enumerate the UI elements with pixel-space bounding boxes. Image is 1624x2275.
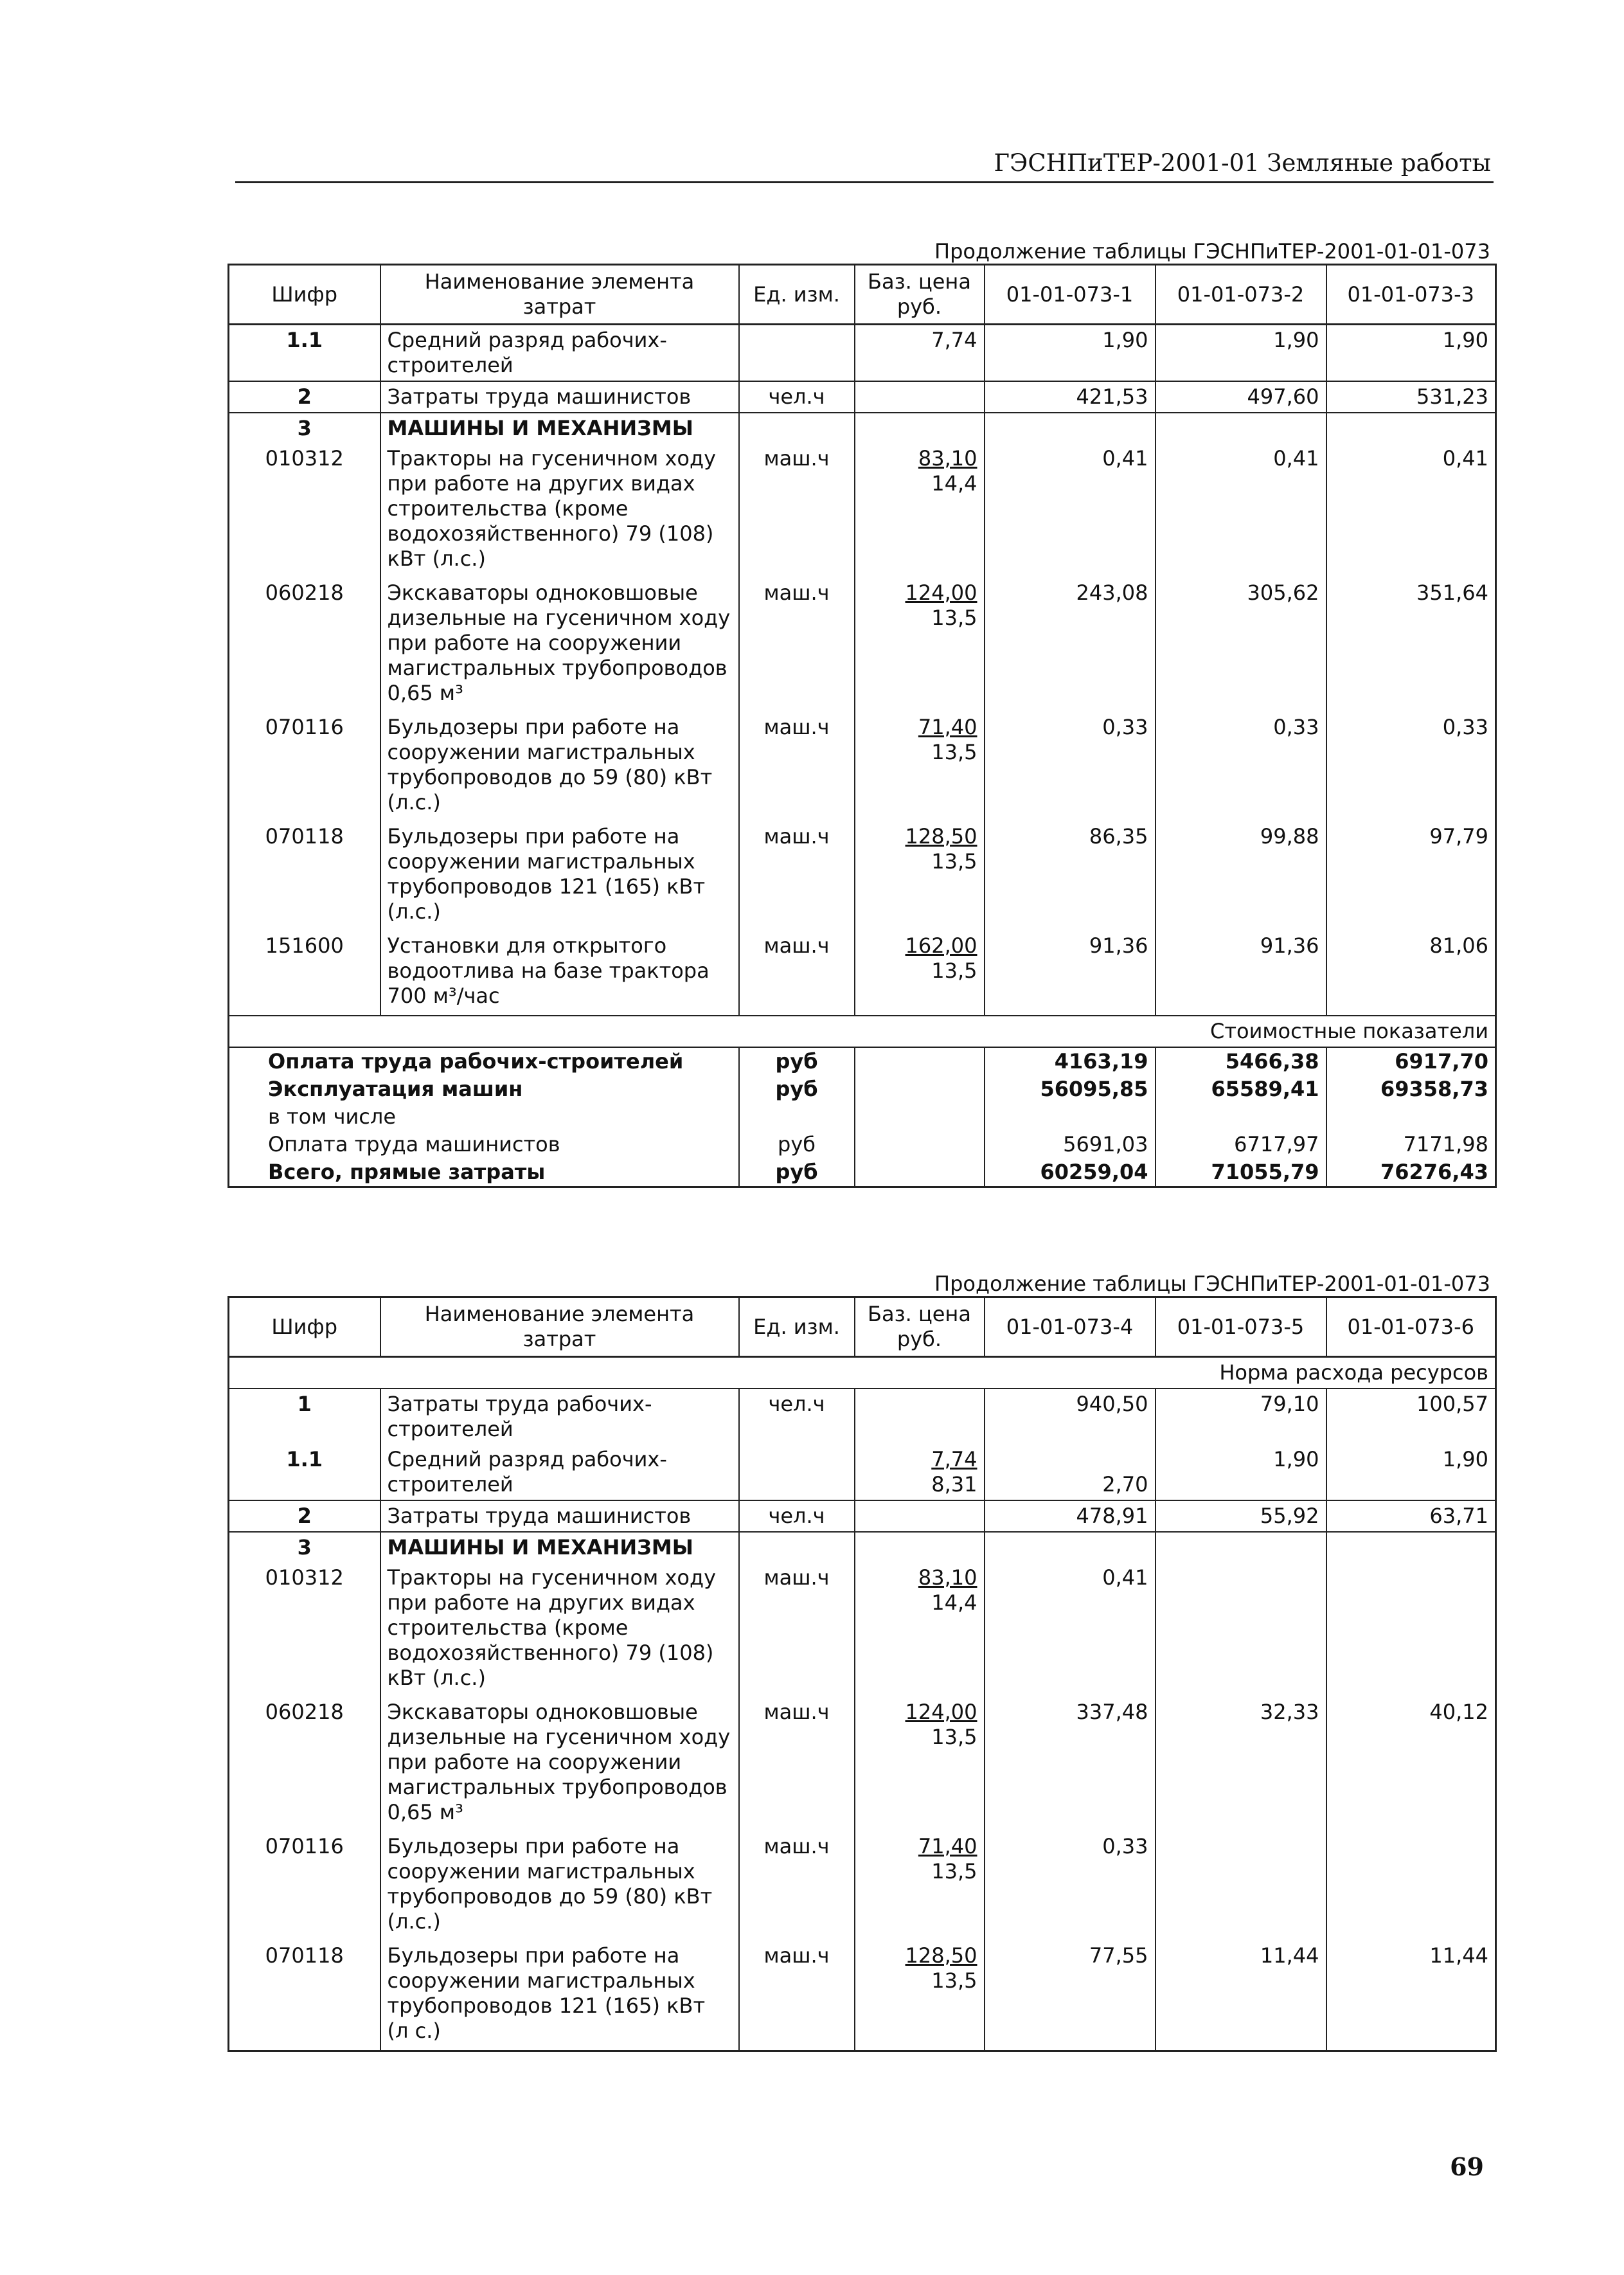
value-cell-2: 55,92	[1156, 1500, 1326, 1532]
col-name-header: Наименование элемента затрат	[380, 1297, 739, 1357]
totals-unit: руб	[739, 1047, 855, 1075]
cost-indicators-band-label: Стоимостные показатели	[229, 1016, 1496, 1047]
value-cell-2: 305,62	[1156, 578, 1326, 712]
col-unit-header: Ед. изм.	[739, 1297, 855, 1357]
value-cell-1: 243,08	[985, 578, 1156, 712]
base-price-cell	[855, 444, 985, 578]
table-row	[229, 1389, 1496, 1444]
col-name-header: Наименование элемента затрат	[380, 265, 739, 325]
table-row	[229, 931, 1496, 1016]
unit-cell	[739, 325, 855, 382]
base-price-cell	[855, 1389, 985, 1444]
totals-price-empty	[855, 1103, 985, 1131]
price-coefficient: 14,4	[931, 1590, 977, 1615]
name-cell: Средний разряд рабочих-строителей	[380, 325, 739, 382]
unit-cell: чел.ч	[739, 1500, 855, 1532]
price-coefficient: 13,5	[931, 606, 977, 630]
table1-body	[229, 265, 1496, 1187]
table1-caption: Продолжение таблицы ГЭСНПиТЕР-2001-01-01-073	[934, 239, 1490, 264]
base-price: 124,00	[905, 580, 977, 605]
totals-price-empty	[855, 1075, 985, 1103]
code-cell: 060218	[229, 1697, 380, 1831]
value-cell-1: 421,53	[985, 381, 1156, 413]
value-cell-3	[1326, 1563, 1496, 1697]
value-cell-1: 478,91	[985, 1500, 1156, 1532]
resource-norm-band	[229, 1357, 1496, 1389]
name-cell: МАШИНЫ И МЕХАНИЗМЫ	[380, 413, 739, 444]
unit-cell: маш.ч	[739, 444, 855, 578]
base-price-cell	[855, 578, 985, 712]
name-cell: Средний разряд рабочих-строителей	[380, 1444, 739, 1500]
value-cell-2: 1,90	[1156, 325, 1326, 382]
totals-row	[229, 1158, 1496, 1187]
totals-row	[229, 1075, 1496, 1103]
col-v2-header: 01-01-073-2	[1156, 265, 1326, 325]
base-price-cell	[855, 381, 985, 413]
code-cell: 010312	[229, 444, 380, 578]
totals-unit: руб	[739, 1131, 855, 1158]
base-price-cell	[855, 931, 985, 1016]
name-cell: Бульдозеры при работе на сооружении магистральных трубопроводов 121 (165) кВт (л.с.)	[380, 822, 739, 931]
value-cell-2: 0,33	[1156, 712, 1326, 822]
unit-cell: маш.ч	[739, 1831, 855, 1941]
table-row	[229, 1444, 1496, 1500]
value-cell-3: 1,90	[1326, 325, 1496, 382]
value-cell-1: 77,55	[985, 1941, 1156, 2051]
code-cell: 070116	[229, 1831, 380, 1941]
price-coefficient: 14,4	[931, 471, 977, 496]
unit-cell: маш.ч	[739, 1563, 855, 1697]
value-cell-3: 0,41	[1326, 444, 1496, 578]
code-cell: 3	[229, 413, 380, 444]
col-v3-header: 01-01-073-6	[1326, 1297, 1496, 1357]
totals-label: Оплата труда рабочих-строителей	[229, 1047, 739, 1075]
totals-value-1: 5691,03	[985, 1131, 1156, 1158]
base-price: 124,00	[905, 1700, 977, 1724]
value-cell-1: 337,48	[985, 1697, 1156, 1831]
totals-value-2: 6717,97	[1156, 1131, 1326, 1158]
value-cell-2	[1156, 1831, 1326, 1941]
table2-caption: Продолжение таблицы ГЭСНПиТЕР-2001-01-01-073	[934, 1272, 1490, 1296]
code-cell: 070118	[229, 1941, 380, 2051]
value-cell-2: 0,41	[1156, 444, 1326, 578]
name-cell: Установки для открытого водоотлива на базе трактора 700 м³/час	[380, 931, 739, 1016]
col-price-header: Баз. цена руб.	[855, 1297, 985, 1357]
base-price-cell	[855, 1563, 985, 1697]
col-unit-header: Ед. изм.	[739, 265, 855, 325]
totals-value-1: 60259,04	[985, 1158, 1156, 1187]
base-price-cell	[855, 1532, 985, 1563]
totals-price-empty	[855, 1158, 985, 1187]
code-cell: 1.1	[229, 325, 380, 382]
table2-body	[229, 1297, 1496, 2051]
value-cell-3: 40,12	[1326, 1697, 1496, 1831]
name-cell: Бульдозеры при работе на сооружении магистральных трубопроводов до 59 (80) кВт (л.с.)	[380, 1831, 739, 1941]
base-price: 83,10	[918, 446, 977, 471]
base-price-cell	[855, 1697, 985, 1831]
base-price: 71,40	[918, 1834, 977, 1858]
header-row	[229, 265, 1496, 325]
value-cell-3	[1326, 1831, 1496, 1941]
price-coefficient: 13,5	[931, 958, 977, 983]
price-coefficient: 13,5	[931, 1725, 977, 1749]
value-cell-1: 0,33	[985, 1831, 1156, 1941]
value-cell-1: 2,70	[985, 1444, 1156, 1500]
cost-indicators-band	[229, 1016, 1496, 1047]
unit-cell	[739, 1532, 855, 1563]
value-cell-2	[1156, 1563, 1326, 1697]
base-price-cell	[855, 1831, 985, 1941]
base-price: 128,50	[905, 824, 977, 849]
totals-unit	[739, 1103, 855, 1131]
unit-cell	[739, 413, 855, 444]
table1	[228, 264, 1497, 1188]
table2	[228, 1296, 1497, 2052]
name-cell: Затраты труда рабочих-строителей	[380, 1389, 739, 1444]
table-row	[229, 1941, 1496, 2051]
table-row	[229, 325, 1496, 382]
name-cell: Затраты труда машинистов	[380, 1500, 739, 1532]
col-code-header: Шифр	[229, 1297, 380, 1357]
totals-unit: руб	[739, 1075, 855, 1103]
value-cell-1: 940,50	[985, 1389, 1156, 1444]
value-cell-2: 497,60	[1156, 381, 1326, 413]
value-cell-3: 100,57	[1326, 1389, 1496, 1444]
name-cell: Бульдозеры при работе на сооружении магистральных трубопроводов до 59 (80) кВт (л.с.)	[380, 712, 739, 822]
totals-value-3: 6917,70	[1326, 1047, 1496, 1075]
code-cell: 1.1	[229, 1444, 380, 1500]
code-cell: 151600	[229, 931, 380, 1016]
running-header: ГЭСНПиТЕР-2001-01 Земляные работы	[994, 149, 1491, 177]
col-v2-header: 01-01-073-5	[1156, 1297, 1326, 1357]
totals-value-2: 65589,41	[1156, 1075, 1326, 1103]
unit-cell: маш.ч	[739, 1941, 855, 2051]
table-row	[229, 578, 1496, 712]
value-cell-1: 0,33	[985, 712, 1156, 822]
base-price-cell	[855, 822, 985, 931]
unit-cell: чел.ч	[739, 1389, 855, 1444]
name-cell: Тракторы на гусеничном ходу при работе на других видах строительства (кроме водохозяйственного) 79 (108) кВт (л.с.)	[380, 1563, 739, 1697]
name-cell: Бульдозеры при работе на сооружении магистральных трубопроводов 121 (165) кВт (л с.)	[380, 1941, 739, 2051]
totals-value-3: 69358,73	[1326, 1075, 1496, 1103]
totals-price-empty	[855, 1131, 985, 1158]
price-coefficient: 13,5	[931, 1859, 977, 1884]
price-coefficient: 8,31	[931, 1472, 977, 1497]
value-cell-2: 11,44	[1156, 1941, 1326, 2051]
totals-label: Всего, прямые затраты	[229, 1158, 739, 1187]
totals-price-empty	[855, 1047, 985, 1075]
name-cell: Экскаваторы одноковшовые дизельные на гусеничном ходу при работе на сооружении магистральных трубопроводов 0,65 м³	[380, 1697, 739, 1831]
base-price-cell	[855, 325, 985, 382]
table-row	[229, 712, 1496, 822]
col-v3-header: 01-01-073-3	[1326, 265, 1496, 325]
table-row	[229, 444, 1496, 578]
base-price-cell	[855, 712, 985, 822]
totals-row	[229, 1131, 1496, 1158]
value-cell-1: 86,35	[985, 822, 1156, 931]
totals-value-3	[1326, 1103, 1496, 1131]
header-row	[229, 1297, 1496, 1357]
value-cell-1	[985, 1532, 1156, 1563]
value-cell-1: 0,41	[985, 444, 1156, 578]
base-price: 7,74	[931, 1447, 977, 1471]
price-coefficient: 13,5	[931, 740, 977, 764]
value-cell-3: 81,06	[1326, 931, 1496, 1016]
value-cell-3	[1326, 413, 1496, 444]
value-cell-2: 32,33	[1156, 1697, 1326, 1831]
col-v1-header: 01-01-073-4	[985, 1297, 1156, 1357]
table-row	[229, 1563, 1496, 1697]
table-row	[229, 822, 1496, 931]
header-rule	[235, 181, 1494, 183]
totals-unit: руб	[739, 1158, 855, 1187]
totals-row	[229, 1103, 1496, 1131]
unit-cell: маш.ч	[739, 822, 855, 931]
unit-cell: маш.ч	[739, 712, 855, 822]
unit-cell: маш.ч	[739, 931, 855, 1016]
code-cell: 2	[229, 1500, 380, 1532]
totals-value-1	[985, 1103, 1156, 1131]
price-coefficient: 13,5	[931, 1968, 977, 1993]
totals-value-2: 71055,79	[1156, 1158, 1326, 1187]
totals-value-1: 56095,85	[985, 1075, 1156, 1103]
value-cell-1: 1,90	[985, 325, 1156, 382]
value-cell-2	[1156, 1532, 1326, 1563]
base-price-cell	[855, 1500, 985, 1532]
value-cell-3: 531,23	[1326, 381, 1496, 413]
code-cell: 2	[229, 381, 380, 413]
totals-row	[229, 1047, 1496, 1075]
value-cell-2: 99,88	[1156, 822, 1326, 931]
base-price: 71,40	[918, 715, 977, 739]
page-number: 69	[1450, 2152, 1484, 2181]
base-price: 7,74	[931, 328, 977, 352]
col-v1-header: 01-01-073-1	[985, 265, 1156, 325]
totals-label: Оплата труда машинистов	[229, 1131, 739, 1158]
totals-value-2	[1156, 1103, 1326, 1131]
value-cell-2: 79,10	[1156, 1389, 1326, 1444]
name-cell: Тракторы на гусеничном ходу при работе на других видах строительства (кроме водохозяйственного) 79 (108) кВт (л.с.)	[380, 444, 739, 578]
name-cell: МАШИНЫ И МЕХАНИЗМЫ	[380, 1532, 739, 1563]
table-row	[229, 413, 1496, 444]
price-coefficient: 13,5	[931, 849, 977, 874]
table-row	[229, 1532, 1496, 1563]
unit-cell: чел.ч	[739, 381, 855, 413]
base-price: 128,50	[905, 1943, 977, 1968]
value-cell-1: 91,36	[985, 931, 1156, 1016]
table-row	[229, 1831, 1496, 1941]
code-cell: 060218	[229, 578, 380, 712]
code-cell: 3	[229, 1532, 380, 1563]
unit-cell: маш.ч	[739, 578, 855, 712]
base-price: 162,00	[905, 933, 977, 958]
value-cell-2: 1,90	[1156, 1444, 1326, 1500]
table-row	[229, 381, 1496, 413]
totals-value-1: 4163,19	[985, 1047, 1156, 1075]
value-cell-3	[1326, 1532, 1496, 1563]
value-cell-3: 1,90	[1326, 1444, 1496, 1500]
value-cell-1: 0,41	[985, 1563, 1156, 1697]
value-cell-3: 351,64	[1326, 578, 1496, 712]
table-row	[229, 1500, 1496, 1532]
base-price-cell	[855, 1941, 985, 2051]
unit-cell: маш.ч	[739, 1697, 855, 1831]
code-cell: 070116	[229, 712, 380, 822]
value-cell-2	[1156, 413, 1326, 444]
totals-label: в том числе	[229, 1103, 739, 1131]
totals-label: Эксплуатация машин	[229, 1075, 739, 1103]
base-price: 83,10	[918, 1565, 977, 1590]
value-cell-3: 11,44	[1326, 1941, 1496, 2051]
name-cell: Экскаваторы одноковшовые дизельные на гусеничном ходу при работе на сооружении магистральных трубопроводов 0,65 м³	[380, 578, 739, 712]
unit-cell	[739, 1444, 855, 1500]
base-price-cell	[855, 1444, 985, 1500]
col-price-header: Баз. цена руб.	[855, 265, 985, 325]
col-code-header: Шифр	[229, 265, 380, 325]
value-cell-3: 0,33	[1326, 712, 1496, 822]
totals-value-2: 5466,38	[1156, 1047, 1326, 1075]
code-cell: 070118	[229, 822, 380, 931]
base-price-cell	[855, 413, 985, 444]
code-cell: 1	[229, 1389, 380, 1444]
value-cell-3: 97,79	[1326, 822, 1496, 931]
value-cell-2: 91,36	[1156, 931, 1326, 1016]
value-cell-1	[985, 413, 1156, 444]
name-cell: Затраты труда машинистов	[380, 381, 739, 413]
totals-value-3: 76276,43	[1326, 1158, 1496, 1187]
code-cell: 010312	[229, 1563, 380, 1697]
table-row	[229, 1697, 1496, 1831]
resource-norm-band-label: Норма расхода ресурсов	[229, 1357, 1496, 1389]
value-cell-3: 63,71	[1326, 1500, 1496, 1532]
totals-value-3: 7171,98	[1326, 1131, 1496, 1158]
